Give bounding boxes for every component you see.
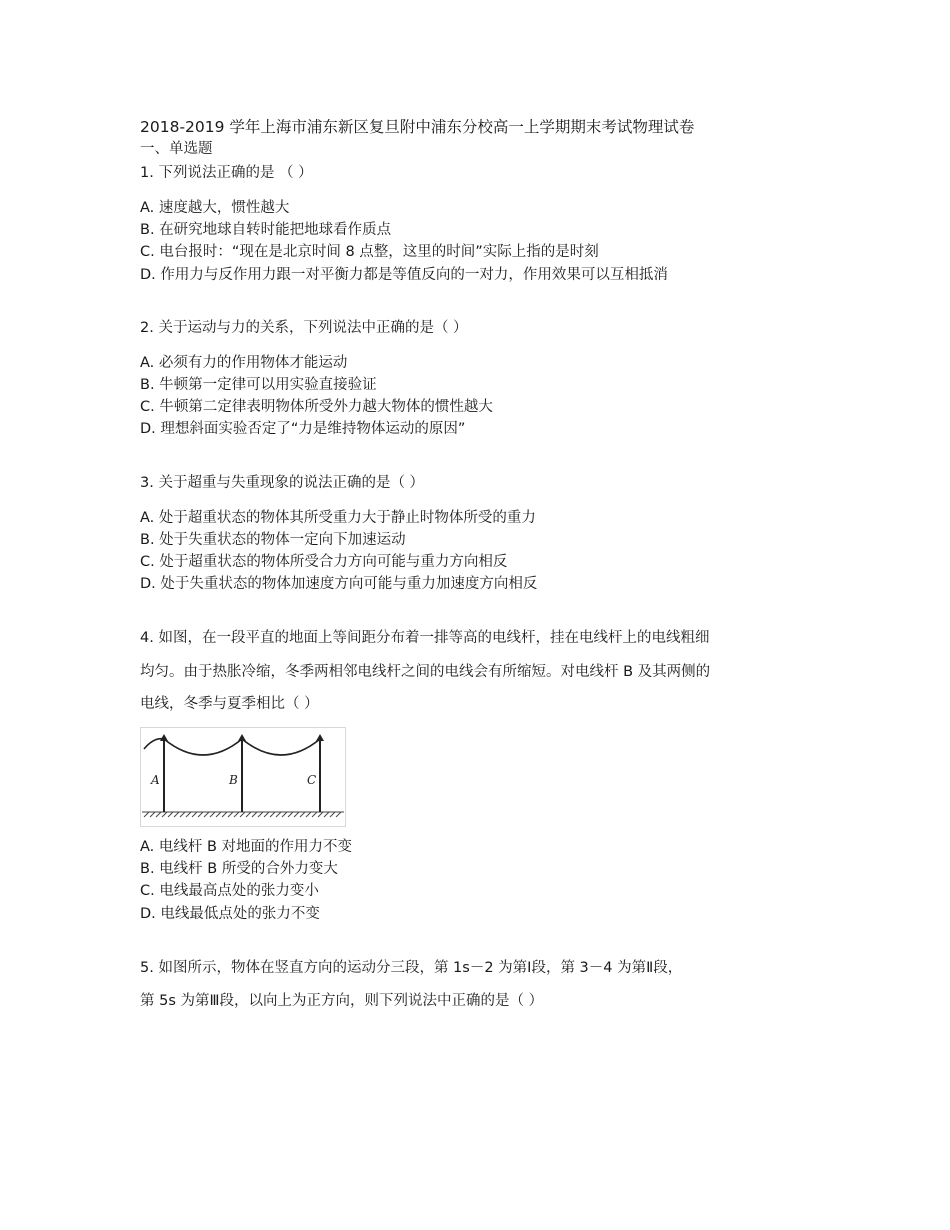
question-4-option-a: A. 电线杆 B 对地面的作用力不变 xyxy=(140,839,353,855)
question-2-option-d: D. 理想斜面实验否定了“力是维持物体运动的原因” xyxy=(140,421,466,437)
question-1-option-b: B. 在研究地球自转时能把地球看作质点 xyxy=(140,222,392,238)
question-4-stem-line-3: 电线，冬季与夏季相比（ ） xyxy=(140,696,319,712)
question-2-stem: 2. 关于运动与力的关系，下列说法中正确的是（ ） xyxy=(140,320,468,336)
question-4-stem-line-1: 4. 如图，在一段平直的地面上等间距分布着一排等高的电线杆，挂在电线杆上的电线粗细 xyxy=(140,630,710,646)
power-line-diagram xyxy=(140,727,346,827)
pole-b-label: B xyxy=(229,773,238,787)
question-2-option-b: B. 牛顿第一定律可以用实验直接验证 xyxy=(140,377,377,393)
section-heading: 一、单选题 xyxy=(140,141,213,157)
question-3-option-d: D. 处于失重状态的物体加速度方向可能与重力加速度方向相反 xyxy=(140,576,538,592)
question-1-option-d: D. 作用力与反作用力跟一对平衡力都是等值反向的一对力，作用效果可以互相抵消 xyxy=(140,267,668,283)
question-1-stem: 1. 下列说法正确的是 （ ） xyxy=(140,165,313,181)
question-1-option-c: C. 电台报时：“现在是北京时间 8 点整，这里的时间”实际上指的是时刻 xyxy=(140,244,599,260)
question-5-stem-line-1: 5. 如图所示，物体在竖直方向的运动分三段，第 1s－2 为第Ⅰ段，第 3－4 为第Ⅱ段， xyxy=(140,960,683,976)
question-4-stem-line-2: 均匀。由于热胀冷缩，冬季两相邻电线杆之间的电线会有所缩短。对电线杆 B 及其两侧的 xyxy=(140,664,711,680)
document-title: 2018-2019 学年上海市浦东新区复旦附中浦东分校高一上学期期末考试物理试卷 xyxy=(140,118,695,136)
question-5-stem-line-2: 第 5s 为第Ⅲ段，以向上为正方向，则下列说法中正确的是（ ） xyxy=(140,993,544,1009)
question-3-option-c: C. 处于超重状态的物体所受合力方向可能与重力方向相反 xyxy=(140,554,508,570)
pole-c-label: C xyxy=(307,773,317,787)
question-2-option-a: A. 必须有力的作用物体才能运动 xyxy=(140,355,348,371)
question-2-option-c: C. 牛顿第二定律表明物体所受外力越大物体的惯性越大 xyxy=(140,399,493,415)
question-4-option-b: B. 电线杆 B 所受的合外力变大 xyxy=(140,861,338,877)
power-line-figure xyxy=(140,727,346,831)
question-3-option-b: B. 处于失重状态的物体一定向下加速运动 xyxy=(140,532,406,548)
pole-a-label: A xyxy=(151,773,160,787)
question-4-option-c: C. 电线最高点处的张力变小 xyxy=(140,883,319,899)
question-3-stem: 3. 关于超重与失重现象的说法正确的是（ ） xyxy=(140,475,425,491)
question-1-option-a: A. 速度越大，惯性越大 xyxy=(140,200,290,216)
question-4-option-d: D. 电线最低点处的张力不变 xyxy=(140,906,320,922)
question-3-option-a: A. 处于超重状态的物体其所受重力大于静止时物体所受的重力 xyxy=(140,510,536,526)
